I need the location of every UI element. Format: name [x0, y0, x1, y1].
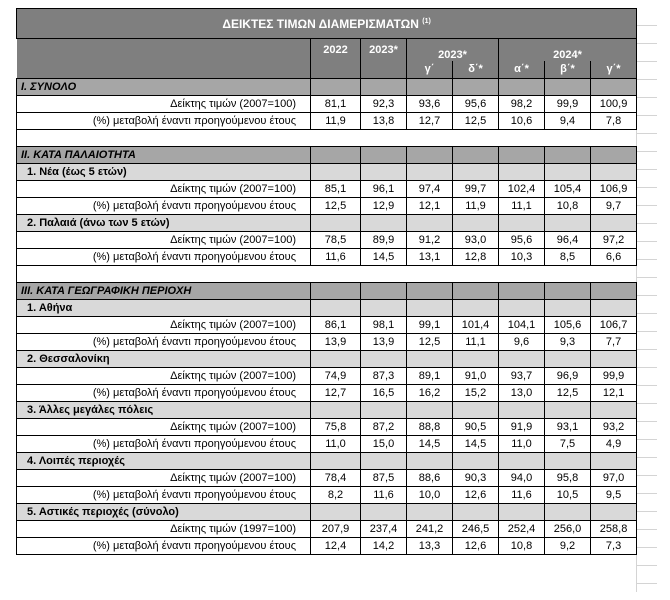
row-label: (%) μεταβολή έναντι προηγούμενου έτους — [17, 487, 311, 504]
value-cell: 8,2 — [311, 487, 361, 504]
empty-cell — [361, 266, 407, 283]
subsection-heading-label: 1. Αθήνα — [17, 300, 311, 317]
value-cell: 81,1 — [311, 96, 361, 113]
value-cell: 12,7 — [311, 385, 361, 402]
header-quarter: δ΄* — [453, 61, 499, 79]
value-cell: 10,5 — [545, 487, 591, 504]
value-cell: 252,4 — [499, 521, 545, 538]
value-cell: 14,5 — [407, 436, 453, 453]
value-cell: 97,2 — [591, 232, 637, 249]
empty-cell — [453, 283, 499, 300]
empty-cell — [499, 283, 545, 300]
value-cell: 12,5 — [407, 334, 453, 351]
value-cell: 9,4 — [545, 113, 591, 130]
table-row — [17, 385, 637, 402]
empty-cell — [361, 147, 407, 164]
value-cell: 12,7 — [407, 113, 453, 130]
subsection-heading — [17, 215, 637, 232]
row-label: Δείκτης τιμών (2007=100) — [17, 470, 311, 487]
empty-cell — [407, 164, 453, 181]
empty-cell — [499, 147, 545, 164]
table-row — [17, 113, 637, 130]
empty-cell — [591, 283, 637, 300]
empty-cell — [311, 402, 361, 419]
value-cell: 11,1 — [499, 198, 545, 215]
table-row — [17, 538, 637, 555]
empty-cell — [453, 453, 499, 470]
row-label: (%) μεταβολή έναντι προηγούμενου έτους — [17, 436, 311, 453]
value-cell: 97,4 — [407, 181, 453, 198]
value-cell: 106,9 — [591, 181, 637, 198]
empty-cell — [311, 130, 361, 147]
value-cell: 11,9 — [453, 198, 499, 215]
empty-cell — [499, 79, 545, 96]
value-cell: 93,2 — [591, 419, 637, 436]
value-cell: 95,6 — [499, 232, 545, 249]
value-cell: 12,5 — [453, 113, 499, 130]
spacer-row — [17, 266, 637, 283]
value-cell: 16,2 — [407, 385, 453, 402]
value-cell: 10,0 — [407, 487, 453, 504]
empty-cell — [361, 504, 407, 521]
empty-cell — [453, 504, 499, 521]
value-cell: 11,0 — [499, 436, 545, 453]
empty-cell — [591, 351, 637, 368]
value-cell: 89,9 — [361, 232, 407, 249]
value-cell: 105,4 — [545, 181, 591, 198]
spacer-row — [17, 130, 637, 147]
table-title-text: ΔΕΙΚΤΕΣ ΤΙΜΩΝ ΔΙΑΜΕΡΙΣΜΑΤΩΝ — [222, 16, 419, 31]
value-cell: 93,6 — [407, 96, 453, 113]
table-row — [17, 334, 637, 351]
value-cell: 7,5 — [545, 436, 591, 453]
empty-cell — [311, 147, 361, 164]
empty-cell — [407, 283, 453, 300]
table-title-row — [17, 9, 637, 39]
header-empty-cell — [361, 61, 407, 79]
value-cell: 10,8 — [499, 538, 545, 555]
empty-cell — [453, 130, 499, 147]
value-cell: 96,1 — [361, 181, 407, 198]
empty-cell — [499, 130, 545, 147]
value-cell: 13,3 — [407, 538, 453, 555]
value-cell: 9,5 — [591, 487, 637, 504]
row-label: Δείκτης τιμών (2007=100) — [17, 232, 311, 249]
value-cell: 11,0 — [311, 436, 361, 453]
table-row — [17, 96, 637, 113]
value-cell: 14,5 — [361, 249, 407, 266]
empty-cell — [311, 351, 361, 368]
table-title — [17, 9, 637, 39]
value-cell: 91,0 — [453, 368, 499, 385]
empty-cell — [499, 215, 545, 232]
empty-cell — [453, 164, 499, 181]
empty-cell — [361, 130, 407, 147]
empty-cell — [545, 164, 591, 181]
value-cell: 88,6 — [407, 470, 453, 487]
section-heading — [17, 79, 637, 96]
value-cell: 6,6 — [591, 249, 637, 266]
value-cell: 4,9 — [591, 436, 637, 453]
table-row — [17, 198, 637, 215]
empty-cell — [591, 79, 637, 96]
section-heading-label: II. ΚΑΤΑ ΠΑΛΑΙΟΤΗΤΑ — [17, 147, 311, 164]
value-cell: 246,5 — [453, 521, 499, 538]
empty-cell — [453, 300, 499, 317]
subsection-heading-label: 1. Νέα (έως 5 ετών) — [17, 164, 311, 181]
value-cell: 78,4 — [311, 470, 361, 487]
row-label: Δείκτης τιμών (2007=100) — [17, 317, 311, 334]
empty-cell — [545, 266, 591, 283]
empty-cell — [453, 147, 499, 164]
empty-cell — [591, 266, 637, 283]
value-cell: 96,9 — [545, 368, 591, 385]
value-cell: 13,9 — [361, 334, 407, 351]
header-empty-cell — [311, 61, 361, 79]
value-cell: 16,5 — [361, 385, 407, 402]
header-quarter: γ΄* — [591, 61, 637, 79]
subsection-heading — [17, 164, 637, 181]
empty-cell — [361, 215, 407, 232]
empty-cell — [591, 130, 637, 147]
value-cell: 14,5 — [453, 436, 499, 453]
empty-cell — [545, 402, 591, 419]
value-cell: 101,4 — [453, 317, 499, 334]
empty-cell — [499, 351, 545, 368]
empty-cell — [407, 300, 453, 317]
value-cell: 97,0 — [591, 470, 637, 487]
row-label: Δείκτης τιμών (2007=100) — [17, 181, 311, 198]
value-cell: 94,0 — [499, 470, 545, 487]
value-cell: 91,9 — [499, 419, 545, 436]
value-cell: 105,6 — [545, 317, 591, 334]
table-row — [17, 232, 637, 249]
section-heading-label: I. ΣΥΝΟΛΟ — [17, 79, 311, 96]
empty-cell — [499, 402, 545, 419]
value-cell: 92,3 — [361, 96, 407, 113]
empty-cell — [545, 215, 591, 232]
empty-cell — [545, 130, 591, 147]
value-cell: 12,1 — [407, 198, 453, 215]
value-cell: 99,1 — [407, 317, 453, 334]
subsection-heading — [17, 300, 637, 317]
value-cell: 12,8 — [453, 249, 499, 266]
empty-cell — [591, 164, 637, 181]
empty-cell — [545, 147, 591, 164]
header-group-2023: 2023* — [407, 39, 499, 61]
value-cell: 10,3 — [499, 249, 545, 266]
subsection-heading-label: 4. Λοιπές περιοχές — [17, 453, 311, 470]
value-cell: 13,1 — [407, 249, 453, 266]
table-row — [17, 181, 637, 198]
section-heading-label: III. ΚΑΤΑ ΓΕΩΓΡΑΦΙΚΗ ΠΕΡΙΟΧΗ — [17, 283, 311, 300]
subsection-heading — [17, 351, 637, 368]
subsection-heading-label: 2. Θεσσαλονίκη — [17, 351, 311, 368]
value-cell: 99,7 — [453, 181, 499, 198]
empty-cell — [17, 266, 311, 283]
value-cell: 93,7 — [499, 368, 545, 385]
value-cell: 106,7 — [591, 317, 637, 334]
value-cell: 100,9 — [591, 96, 637, 113]
table-title-footnote: (1) — [422, 17, 431, 25]
empty-cell — [545, 79, 591, 96]
empty-cell — [361, 453, 407, 470]
empty-cell — [591, 453, 637, 470]
header-group-2024: 2024* — [499, 39, 637, 61]
empty-cell — [311, 79, 361, 96]
table-row — [17, 249, 637, 266]
value-cell: 14,2 — [361, 538, 407, 555]
value-cell: 12,4 — [311, 538, 361, 555]
value-cell: 12,5 — [311, 198, 361, 215]
empty-cell — [545, 504, 591, 521]
empty-cell — [499, 164, 545, 181]
subsection-heading — [17, 402, 637, 419]
table-row — [17, 521, 637, 538]
value-cell: 95,8 — [545, 470, 591, 487]
value-cell: 12,5 — [545, 385, 591, 402]
value-cell: 91,2 — [407, 232, 453, 249]
empty-cell — [311, 164, 361, 181]
value-cell: 87,3 — [361, 368, 407, 385]
section-heading — [17, 283, 637, 300]
value-cell: 7,3 — [591, 538, 637, 555]
empty-cell — [407, 504, 453, 521]
empty-cell — [499, 453, 545, 470]
value-cell: 7,7 — [591, 334, 637, 351]
empty-cell — [361, 351, 407, 368]
value-cell: 95,6 — [453, 96, 499, 113]
row-label: (%) μεταβολή έναντι προηγούμενου έτους — [17, 385, 311, 402]
value-cell: 15,0 — [361, 436, 407, 453]
empty-cell — [453, 351, 499, 368]
empty-cell — [361, 283, 407, 300]
empty-cell — [311, 283, 361, 300]
value-cell: 13,9 — [311, 334, 361, 351]
subsection-heading — [17, 453, 637, 470]
subsection-heading-label: 2. Παλαιά (άνω των 5 ετών) — [17, 215, 311, 232]
value-cell: 13,8 — [361, 113, 407, 130]
value-cell: 12,6 — [453, 487, 499, 504]
row-label: Δείκτης τιμών (2007=100) — [17, 96, 311, 113]
empty-cell — [407, 215, 453, 232]
row-label: Δείκτης τιμών (2007=100) — [17, 368, 311, 385]
empty-cell — [453, 402, 499, 419]
value-cell: 89,1 — [407, 368, 453, 385]
value-cell: 86,1 — [311, 317, 361, 334]
header-row-years — [17, 39, 637, 61]
empty-cell — [17, 130, 311, 147]
subsection-heading-label: 3. Άλλες μεγάλες πόλεις — [17, 402, 311, 419]
empty-cell — [361, 402, 407, 419]
row-label: Δείκτης τιμών (1997=100) — [17, 521, 311, 538]
table-row — [17, 368, 637, 385]
empty-cell — [453, 79, 499, 96]
row-label: (%) μεταβολή έναντι προηγούμενου έτους — [17, 113, 311, 130]
empty-cell — [591, 504, 637, 521]
header-empty-cell — [17, 61, 311, 79]
subsection-heading — [17, 504, 637, 521]
row-label: (%) μεταβολή έναντι προηγούμενου έτους — [17, 198, 311, 215]
empty-cell — [311, 504, 361, 521]
value-cell: 12,6 — [453, 538, 499, 555]
value-cell: 10,8 — [545, 198, 591, 215]
empty-cell — [407, 351, 453, 368]
value-cell: 11,1 — [453, 334, 499, 351]
empty-cell — [545, 300, 591, 317]
value-cell: 11,6 — [499, 487, 545, 504]
empty-cell — [361, 300, 407, 317]
value-cell: 98,2 — [499, 96, 545, 113]
row-label: (%) μεταβολή έναντι προηγούμενου έτους — [17, 538, 311, 555]
value-cell: 87,2 — [361, 419, 407, 436]
empty-cell — [311, 453, 361, 470]
value-cell: 74,9 — [311, 368, 361, 385]
value-cell: 256,0 — [545, 521, 591, 538]
header-quarter: α΄* — [499, 61, 545, 79]
header-2023: 2023* — [361, 39, 407, 61]
value-cell: 10,6 — [499, 113, 545, 130]
value-cell: 90,5 — [453, 419, 499, 436]
value-cell: 8,5 — [545, 249, 591, 266]
section-heading — [17, 147, 637, 164]
header-quarter: β΄* — [545, 61, 591, 79]
spreadsheet-gridlines — [636, 8, 657, 592]
empty-cell — [407, 453, 453, 470]
value-cell: 9,7 — [591, 198, 637, 215]
table-row — [17, 470, 637, 487]
value-cell: 85,1 — [311, 181, 361, 198]
value-cell: 237,4 — [361, 521, 407, 538]
empty-cell — [361, 79, 407, 96]
value-cell: 93,1 — [545, 419, 591, 436]
value-cell: 15,2 — [453, 385, 499, 402]
row-label: (%) μεταβολή έναντι προηγούμενου έτους — [17, 334, 311, 351]
value-cell: 241,2 — [407, 521, 453, 538]
value-cell: 96,4 — [545, 232, 591, 249]
header-2022: 2022 — [311, 39, 361, 61]
header-row-quarters — [17, 61, 637, 79]
value-cell: 102,4 — [499, 181, 545, 198]
table-row — [17, 487, 637, 504]
empty-cell — [545, 351, 591, 368]
header-empty-cell — [17, 39, 311, 61]
value-cell: 258,8 — [591, 521, 637, 538]
value-cell: 12,1 — [591, 385, 637, 402]
value-cell: 98,1 — [361, 317, 407, 334]
empty-cell — [407, 147, 453, 164]
value-cell: 9,3 — [545, 334, 591, 351]
value-cell: 87,5 — [361, 470, 407, 487]
empty-cell — [591, 215, 637, 232]
row-label: (%) μεταβολή έναντι προηγούμενου έτους — [17, 249, 311, 266]
empty-cell — [499, 266, 545, 283]
empty-cell — [311, 266, 361, 283]
header-quarter: γ΄ — [407, 61, 453, 79]
apartment-price-index-table — [16, 8, 636, 555]
value-cell: 11,6 — [361, 487, 407, 504]
value-cell: 12,9 — [361, 198, 407, 215]
value-cell: 99,9 — [545, 96, 591, 113]
row-label: Δείκτης τιμών (2007=100) — [17, 419, 311, 436]
empty-cell — [407, 130, 453, 147]
value-cell: 9,6 — [499, 334, 545, 351]
value-cell: 78,5 — [311, 232, 361, 249]
empty-cell — [591, 300, 637, 317]
empty-cell — [453, 215, 499, 232]
value-cell: 93,0 — [453, 232, 499, 249]
empty-cell — [591, 147, 637, 164]
value-cell: 90,3 — [453, 470, 499, 487]
empty-cell — [545, 283, 591, 300]
empty-cell — [407, 402, 453, 419]
empty-cell — [407, 79, 453, 96]
table-row — [17, 419, 637, 436]
empty-cell — [545, 453, 591, 470]
empty-cell — [311, 300, 361, 317]
value-cell: 99,9 — [591, 368, 637, 385]
value-cell: 11,9 — [311, 113, 361, 130]
subsection-heading-label: 5. Αστικές περιοχές (σύνολο) — [17, 504, 311, 521]
value-cell: 104,1 — [499, 317, 545, 334]
table-row — [17, 317, 637, 334]
value-cell: 88,8 — [407, 419, 453, 436]
empty-cell — [499, 300, 545, 317]
value-cell: 9,2 — [545, 538, 591, 555]
value-cell: 207,9 — [311, 521, 361, 538]
empty-cell — [591, 402, 637, 419]
value-cell: 7,8 — [591, 113, 637, 130]
value-cell: 75,8 — [311, 419, 361, 436]
empty-cell — [311, 215, 361, 232]
table-row — [17, 436, 637, 453]
empty-cell — [407, 266, 453, 283]
empty-cell — [453, 266, 499, 283]
empty-cell — [499, 504, 545, 521]
value-cell: 13,0 — [499, 385, 545, 402]
empty-cell — [361, 164, 407, 181]
value-cell: 11,6 — [311, 249, 361, 266]
